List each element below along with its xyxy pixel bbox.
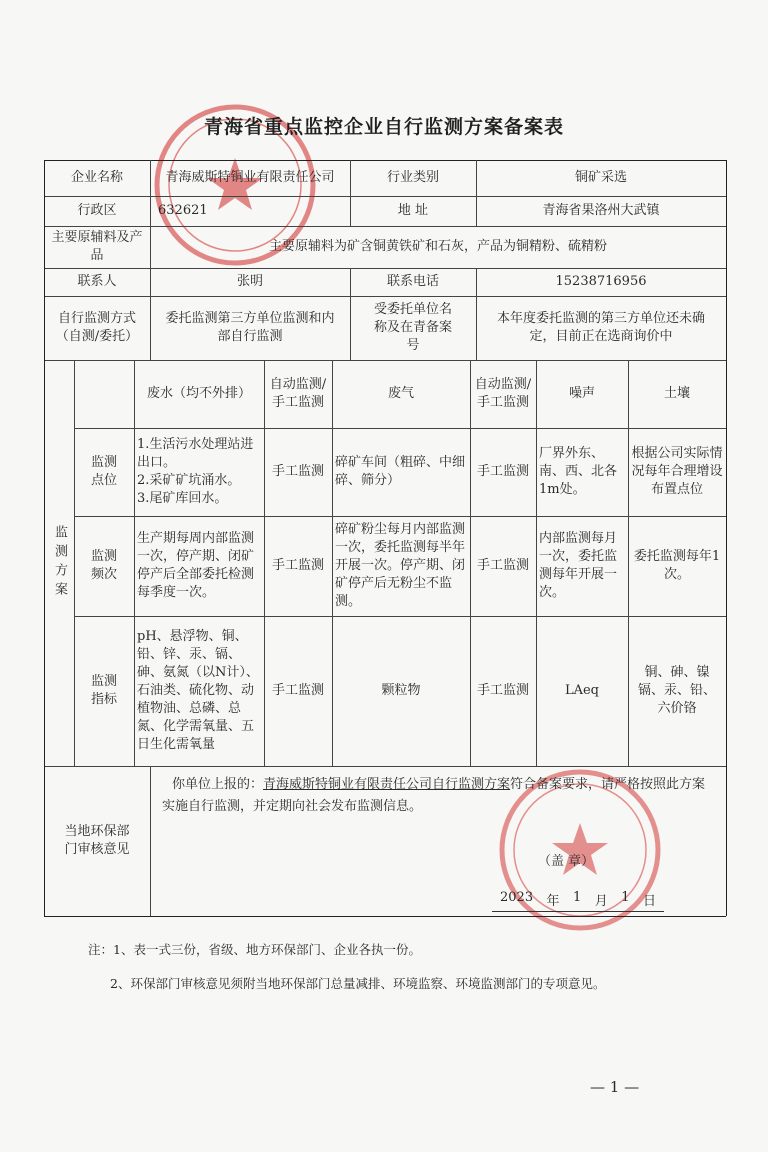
header-water: 废水（均不外排） — [146, 386, 251, 401]
industry-value: 铜矿采选 — [574, 170, 627, 185]
indicators-soil: 铜、砷、镍镉、汞、铅、六价铬 — [637, 665, 716, 716]
contact-label: 联系人 — [77, 274, 117, 289]
enterprise-value: 青海威斯特铜业有限责任公司 — [165, 170, 335, 185]
points-soil: 根据公司实际情况每年合理增设布置点位 — [631, 446, 723, 497]
frequency-soil: 委托监测每年1次。 — [633, 549, 721, 582]
materials-value: 主要原辅料为矿含铜黄铁矿和石灰，产品为铜精粉、硫精粉 — [268, 239, 607, 254]
page-number: — 1 — — [590, 1078, 640, 1096]
review-text: 你单位上报的：青海威斯特铜业有限责任公司自行监测方案符合备案要求，请严格按照此方案实施自行监测，并定期向社会发布监测信息。 — [162, 777, 706, 814]
note-1: 注：1、表一式三份，省级、地方环保部门、企业各执一份。 — [88, 942, 421, 957]
row-label-points: 监测点位 — [90, 455, 117, 488]
header-soil: 土壤 — [663, 386, 690, 401]
contact-value: 张明 — [236, 274, 263, 289]
review-link-text: 青海威斯特铜业有限责任公司自行监测方案 — [263, 777, 511, 792]
row-label-frequency: 监测频次 — [90, 549, 117, 582]
region-value: 632621 — [158, 203, 208, 218]
mode-value: 委托监测第三方单位监测和内部自行监测 — [165, 311, 335, 344]
points-gas: 碎矿车间（粗碎、中细碎、筛分） — [335, 455, 466, 488]
enterprise-label: 企业名称 — [70, 170, 123, 185]
page-title: 青海省重点监控企业自行监测方案备案表 — [203, 116, 564, 138]
indicators-noise: LAeq — [564, 683, 600, 698]
frequency-water: 生产期每周内部监测一次，停产期、闭矿停产后全部委托检测每季度一次。 — [137, 531, 255, 600]
phone-value: 15238716956 — [555, 274, 647, 289]
region-label: 行政区 — [77, 203, 117, 218]
points-auto-1: 手工监测 — [271, 464, 324, 479]
table-border-bottom — [44, 916, 726, 917]
points-auto-2: 手工监测 — [476, 464, 529, 479]
header-gas: 废气 — [387, 386, 414, 401]
materials-label: 主要原辅料及产品 — [51, 230, 143, 263]
mode-label: 自行监测方式（自测/委托） — [55, 311, 139, 344]
entrust-label: 受委托单位名称及在青备案号 — [373, 302, 452, 353]
indicators-water: pH、悬浮物、铜、铅、锌、汞、镉、砷、氨氮（以N计）、石油类、硫化物、动植物油、总磷、总氮、化学需氧量、五日生化需氧量 — [137, 629, 259, 752]
note-2: 2、环保部门审核意见须附当地环保部门总量减排、环境监察、环境监测部门的专项意见。 — [110, 976, 606, 991]
review-label: 当地环保部门审核意见 — [64, 824, 130, 857]
indicators-auto-1: 手工监测 — [271, 683, 324, 698]
header-auto-1: 自动监测/手工监测 — [269, 377, 327, 410]
address-label: 地 址 — [397, 203, 429, 218]
header-auto-2: 自动监测/手工监测 — [474, 377, 532, 410]
phone-label: 联系电话 — [386, 274, 439, 289]
frequency-auto-1: 手工监测 — [271, 558, 324, 573]
indicators-auto-2: 手工监测 — [476, 683, 529, 698]
points-water: 1.生活污水处理站进出口。 2.采矿矿坑涌水。 3.尾矿库回水。 — [137, 437, 254, 506]
row-label-indicators: 监测指标 — [90, 674, 117, 707]
frequency-gas: 碎矿粉尘每月内部监测一次，委托监测每半年开展一次。停产期、闭矿停产后无粉尘不监测。 — [335, 522, 466, 609]
frequency-noise: 内部监测每月一次，委托监测每年开展一次。 — [539, 531, 618, 600]
industry-label: 行业类别 — [386, 170, 439, 185]
address-value: 青海省果洛州大武镇 — [542, 203, 660, 218]
seal-note: （盖 章） — [538, 854, 595, 869]
frequency-auto-2: 手工监测 — [476, 558, 529, 573]
points-noise: 厂界外东、南、西、北各1m处。 — [539, 446, 618, 497]
entrust-value: 本年度委托监测的第三方单位还未确定，目前正在选商询价中 — [496, 311, 705, 344]
review-date: 2023 年 1 月 1 日 — [492, 890, 664, 912]
header-noise: 噪声 — [568, 386, 595, 401]
indicators-gas: 颗粒物 — [381, 683, 421, 698]
plan-side-label: 监测方案 — [52, 525, 67, 601]
